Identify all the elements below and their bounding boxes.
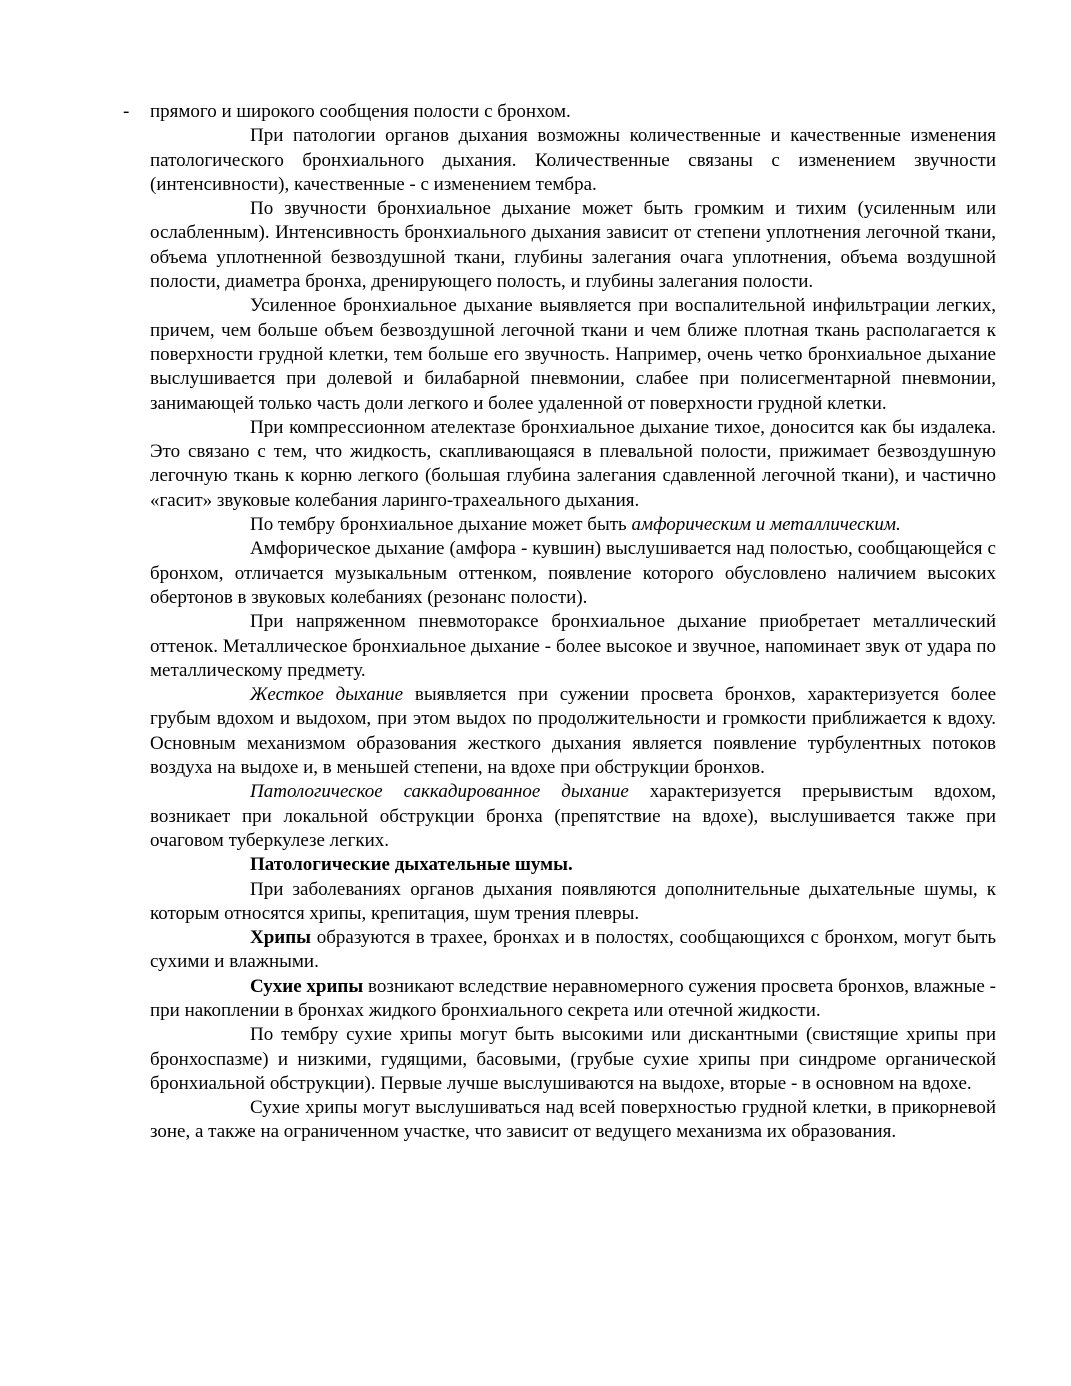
paragraph-metallic: При напряженном пневмотораксе бронхиальное дыхание приобретает металлический оттенок. Металлическое бронхиальное дыхание - более высокое и звучное, напоминает звук от удара по металлическому предмету. [150,611,996,681]
paragraph-timbre [150,513,996,537]
paragraph-dry-rales-location: Сухие хрипы могут выслушиваться над всей поверхностью грудной клетки, в прикорневой зоне, а также на ограниченном участке, что зависит от ведущего механизма их образования. [150,1097,996,1143]
term-rales: Хрипы [250,927,312,949]
paragraph-harsh-breathing [150,683,996,780]
paragraph-saccadic-breathing [150,780,996,853]
document-page [123,100,996,1145]
paragraph-additional-sounds: При заболеваниях органов дыхания появляются дополнительные дыхательные шумы, к которым относятся хрипы, крепитация, шум трения плевры. [150,878,996,924]
paragraph-atelectasis: При компрессионном ателектазе бронхиальное дыхание тихое, доносится как бы издалека. Это связано с тем, что жидкость, скапливающаяся в плевальной полости, прижимает безвоздушную легочную ткань к корню легкого (большая глубина залегания сдавленной легочной ткани), и частично «гасит» звуковые колебания ларинго-трахеального дыхания. [150,416,996,511]
paragraph-dry-rales-timbre: По тембру сухие хрипы могут быть высокими или дискантными (свистящие хрипы при бронхоспазме) и низкими, гудящими, басовыми, (грубые сухие хрипы при синдроме органической бронхиальной обструкции). Первые лучше выслушиваются на выдохе, вторые - в основном на вдохе. [150,1024,996,1094]
section-heading-text: Патологические дыхательные шумы. [250,854,573,876]
paragraph-timbre-italic: амфорическим и металлическим. [631,514,901,536]
paragraph-rales-text: образуются в трахее, бронхах и в полостях, сообщающихся с бронхом, могут быть сухими и влажными. [150,927,996,973]
term-saccadic-breathing: Патологическое саккадированное дыхание [250,781,629,803]
paragraph-saccadic-breathing-text: характеризуется прерывистым вдохом, возникает при локальной обструкции бронха (препятствие на вдохе), выслушивается также при очаговом туберкулезе легких. [150,781,996,851]
paragraph-amphoric: Амфорическое дыхание (амфора - кувшин) выслушивается над полостью, сообщающейся с бронхом, отличается музыкальным оттенком, появление которого обусловлено наличием высоких обертонов в звуковых колебаниях (резонанс полости). [150,538,996,608]
term-harsh-breathing: Жесткое дыхание [250,684,404,706]
paragraph-quantitative-qualitative: При патологии органов дыхания возможны количественные и качественные изменения патологического бронхиального дыхания. Количественные связаны с изменением звучности (интенсивности), качественные - с изменением тембра. [150,125,996,195]
bullet-item [123,100,996,124]
paragraph-enhanced-breathing: Усиленное бронхиальное дыхание выявляется при воспалительной инфильтрации легких, причем, чем больше объем безвоздушной легочной ткани и чем ближе плотная ткань располагается к поверхности грудной клетки, тем больше его звучность. Например, очень четко бронхиальное дыхание выслушивается при долевой и билабарной пневмонии, слабее при полисегментарной пневмонии, занимающей только часть доли легкого и более удаленной от поверхности грудной клетки. [150,295,996,414]
paragraph-loudness: По звучности бронхиальное дыхание может быть громким и тихим (усиленным или ослабленным). Интенсивность бронхиального дыхания зависит от степени уплотнения легочной ткани, объема уплотненной безвоздушной ткани, глубины залегания очага уплотнения, объема воздушной полости, диаметра бронха, дренирующего полость, и глубины залегания полости. [150,198,996,293]
bullet-dash: - [123,101,130,122]
paragraph-timbre-text: По тембру бронхиальное дыхание может быть [250,514,632,536]
section-heading [150,853,996,877]
paragraph-dry-rales [150,975,996,1024]
bullet-text: прямого и широкого сообщения полости с бронхом. [150,101,571,122]
term-dry-rales: Сухие хрипы [250,975,364,997]
paragraph-harsh-breathing-text: выявляется при сужении просвета бронхов, характеризуется более грубым вдохом и выдохом, при этом выдох по продолжительности и громкости приближается к вдоху. Основным механизмом образования жесткого дыхания является появление турбулентных потоков воздуха на выдохе и, в меньшей степени, на вдохе при обструкции бронхов. [150,684,996,779]
paragraph-dry-rales-text: возникают вследствие неравномерного сужения просвета бронхов, влажные - при накоплении в бронхах жидкого бронхиального секрета или отечной жидкости. [150,975,996,1021]
paragraph-rales [150,926,996,975]
